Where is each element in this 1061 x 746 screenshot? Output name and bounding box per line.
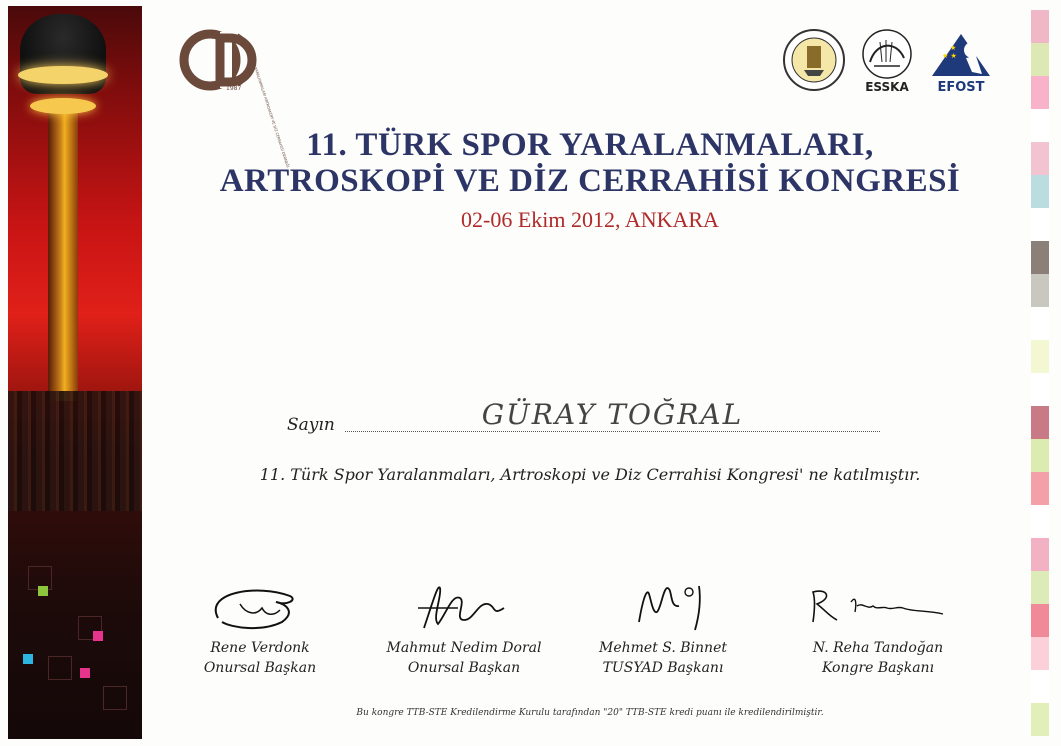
- signature-block: [563, 578, 763, 678]
- color-swatch: [1031, 406, 1049, 439]
- efost-logo: [928, 28, 994, 94]
- tower-light-ring: [18, 66, 108, 84]
- esska-logo: [854, 28, 920, 94]
- signatory-name: Mahmut Nedim Doral: [386, 640, 542, 656]
- color-swatch: [1031, 307, 1049, 340]
- color-swatch: [1031, 340, 1049, 373]
- accreditation-footnote: Bu kongre TTB-STE Kredilendirme Kurulu tarafından "20" TTB-STE kredi puanı ile kredilendirilmiştir.: [356, 708, 824, 718]
- decor-square-blue: [23, 654, 33, 664]
- svg-text:★: ★: [950, 44, 957, 52]
- color-swatch: [1031, 76, 1049, 109]
- color-calibration-bar: [1031, 10, 1049, 736]
- color-swatch: [1031, 10, 1049, 43]
- color-swatch: [1031, 208, 1049, 241]
- tower-light-ring-lower: [30, 98, 96, 114]
- color-swatch: [1031, 703, 1049, 736]
- signatory-name: Mehmet S. Binnet: [599, 640, 727, 656]
- signatory-role: Onursal Başkan: [203, 660, 317, 676]
- color-swatch: [1031, 175, 1049, 208]
- signatory-role: Onursal Başkan: [407, 660, 521, 676]
- handwritten-signature: [793, 578, 963, 638]
- decor-square: [48, 656, 72, 680]
- color-swatch: [1031, 241, 1049, 274]
- cd-logo-caption: TÜRKİYE SPOR YARALANMALARI ARTROSKOPİ VE DİZ CERRAHİSİ DERNEĞİ: [245, 41, 290, 169]
- color-swatch: [1031, 472, 1049, 505]
- ankara-tower-photo-strip: [8, 6, 142, 739]
- salutation-label: Sayın: [287, 415, 335, 435]
- signatory-name: N. Reha Tandoğan: [812, 640, 944, 656]
- color-swatch: [1031, 109, 1049, 142]
- color-swatch: [1031, 538, 1049, 571]
- signature-block: [364, 578, 564, 678]
- sports-medicine-society-seal: [782, 28, 848, 94]
- color-swatch: [1031, 670, 1049, 703]
- color-swatch: [1031, 604, 1049, 637]
- color-swatch: [1031, 571, 1049, 604]
- color-swatch: [1031, 274, 1049, 307]
- congress-date-place: 02-06 Ekim 2012, ANKARA: [461, 207, 719, 232]
- svg-text:★ ★: ★ ★: [942, 52, 957, 60]
- city-skyline: [8, 391, 142, 511]
- esska-label: ESSKA: [865, 80, 909, 94]
- decor-square-pink: [80, 668, 90, 678]
- cd-logo-year: 1987: [226, 85, 242, 92]
- recipient-dotted-line: [345, 431, 880, 432]
- signatory-name: Rene Verdonk: [210, 640, 310, 656]
- color-swatch: [1031, 142, 1049, 175]
- congress-title-line2: ARTROSKOPİ VE DİZ CERRAHİSİ KONGRESİ: [219, 163, 961, 199]
- signature-block: [778, 578, 978, 678]
- handwritten-signature: [603, 578, 723, 638]
- signatory-role: TUSYAD Başkanı: [602, 660, 724, 676]
- signatory-role: Kongre Başkanı: [821, 660, 935, 676]
- decor-square-pink: [93, 631, 103, 641]
- tower-shaft: [48, 101, 78, 401]
- participation-statement: 11. Türk Spor Yaralanmaları, Artroskopi ve Diz Cerrahisi Kongresi' ne katılmıştır.: [259, 465, 921, 484]
- color-swatch: [1031, 637, 1049, 670]
- decor-square-green: [38, 586, 48, 596]
- congress-title-line1: 11. TÜRK SPOR YARALANMALARI,: [306, 127, 874, 163]
- decor-square: [103, 686, 127, 710]
- cd-association-logo: [180, 28, 290, 169]
- recipient-name: GÜRAY TOĞRAL: [481, 398, 744, 431]
- handwritten-signature: [404, 578, 524, 638]
- color-swatch: [1031, 43, 1049, 76]
- color-swatch: [1031, 505, 1049, 538]
- color-swatch: [1031, 439, 1049, 472]
- color-swatch: [1031, 373, 1049, 406]
- efost-label: EFOST: [937, 80, 985, 95]
- signature-block: [160, 578, 360, 678]
- handwritten-signature: [200, 578, 320, 638]
